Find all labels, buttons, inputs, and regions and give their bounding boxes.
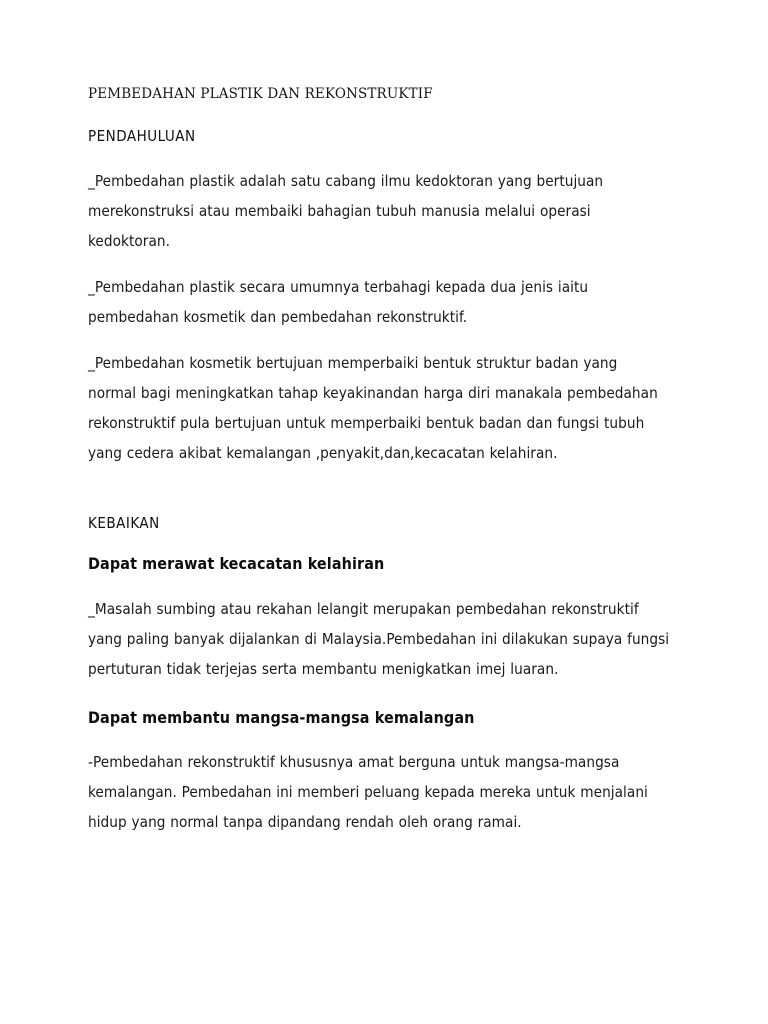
page-title: PEMBEDAHAN PLASTIK DAN REKONSTRUKTIF xyxy=(88,86,433,102)
paragraph-pendahuluan-1: _Pembedahan plastik adalah satu cabang ilmu kedoktoran yang bertujuan merekonstruksi atau membaiki bahagian tubuh manusia melalui operasi kedoktoran. xyxy=(88,172,604,251)
subheading-merawat-kecacatan-kelahiran: Dapat merawat kecacatan kelahiran xyxy=(88,553,385,573)
paragraph-kebaikan-2: -Pembedahan rekonstruktif khususnya amat berguna untuk mangsa-mangsa kemalangan. Pembedahan ini memberi peluang kepada mereka untuk menjalani hidup yang normal tanpa dipandang rendah oleh orang ramai. xyxy=(88,753,648,832)
paragraph-pendahuluan-2: _Pembedahan plastik secara umumnya terbahagi kepada dua jenis iaitu pembedahan kosmetik dan pembedahan rekonstruktif. xyxy=(88,278,589,327)
subheading-membantu-mangsa-kemalangan: Dapat membantu mangsa-mangsa kemalangan xyxy=(88,707,475,727)
heading-pendahuluan: PENDAHULUAN xyxy=(88,126,196,145)
paragraph-pendahuluan-3: _Pembedahan kosmetik bertujuan memperbaiki bentuk struktur badan yang normal bagi meningkatkan tahap keyakinandan harga diri manakala pembedahan rekonstruktif pula bertujuan untuk memperbaiki bentuk badan dan fungsi tubuh yang cedera akibat kemalangan ,penyakit,dan,kecacatan kelahiran. xyxy=(88,354,658,463)
section-spacer xyxy=(88,484,662,514)
paragraph-kebaikan-1: _Masalah sumbing atau rekahan lelangit merupakan pembedahan rekonstruktif yang paling banyak dijalankan di Malaysia.Pembedahan ini dilakukan supaya fungsi pertuturan tidak terjejas serta membantu menigkatkan imej luaran. xyxy=(88,599,670,678)
document-text-column xyxy=(88,86,670,837)
heading-kebaikan: KEBAIKAN xyxy=(88,514,160,533)
